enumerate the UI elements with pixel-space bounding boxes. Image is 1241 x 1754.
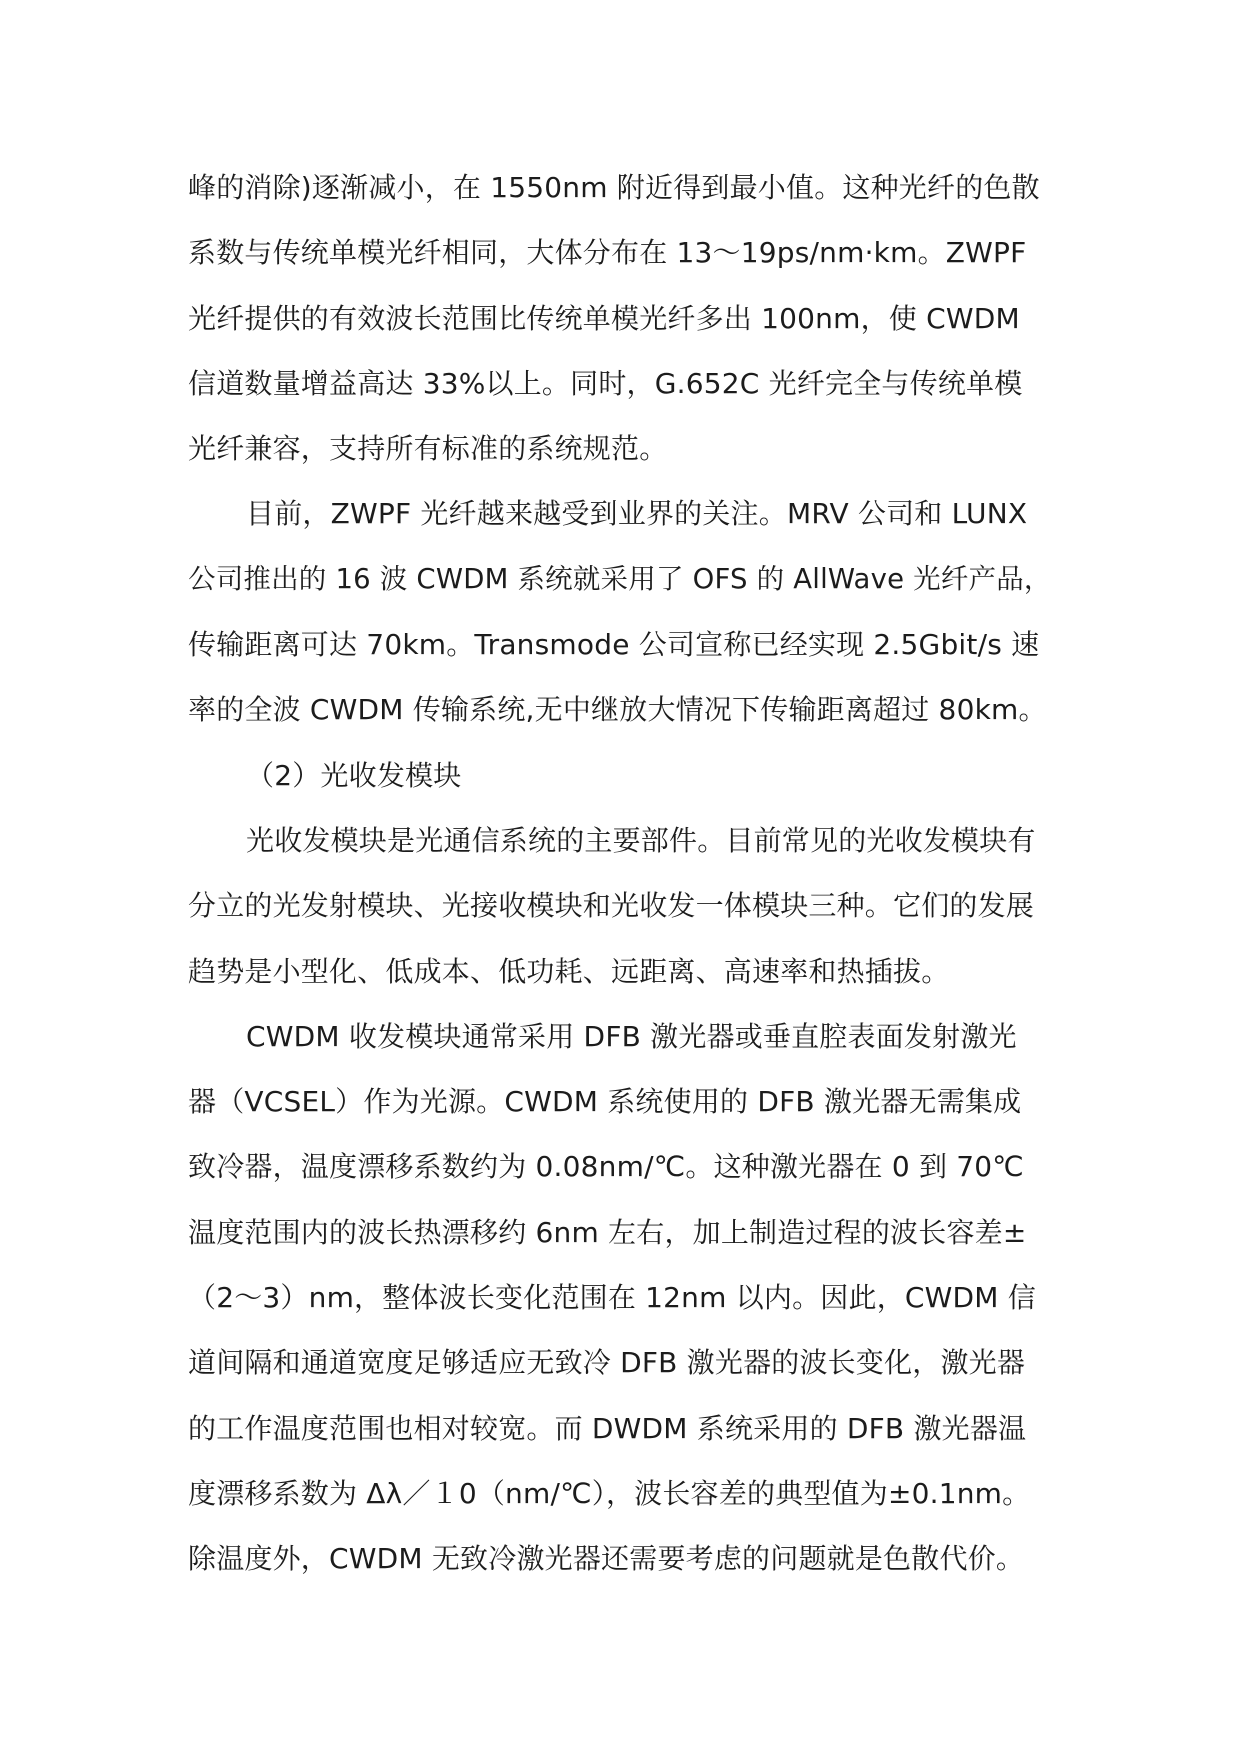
text-line: 除温度外，CWDM 无致冷激光器还需要考虑的问题就是色散代价。 [188,1542,1025,1576]
text-line: 度漂移系数为 Δλ／１0（nm/℃），波长容差的典型值为±0.1nm。 [188,1476,1031,1510]
text-line: 目前，ZWPF 光纤越来越受到业界的关注。MRV 公司和 LUNX [246,497,1028,531]
text-line: 的工作温度范围也相对较宽。而 DWDM 系统采用的 DFB 激光器温 [188,1411,1027,1445]
text-line: 率的全波 CWDM 传输系统,无中继放大情况下传输距离超过 80km。 [188,693,1047,727]
document-page [188,155,1058,1592]
text-line: 光纤提供的有效波长范围比传统单模光纤多出 100nm，使 CWDM [188,301,1020,335]
text-line: 传输距离可达 70km。Transmode 公司宣称已经实现 2.5Gbit/s 速 [188,628,1040,662]
text-line: 公司推出的 16 波 CWDM 系统就采用了 OFS 的 AllWave 光纤产品， [188,562,1052,595]
text-line: 道间隔和通道宽度足够适应无致冷 DFB 激光器的波长变化，激光器 [188,1346,1026,1380]
text-line: （2～3）nm，整体波长变化范围在 12nm 以内。因此，CWDM 信 [188,1281,1036,1315]
text-line: 分立的光发射模块、光接收模块和光收发一体模块三种。它们的发展 [188,889,1035,923]
text-line: CWDM 收发模块通常采用 DFB 激光器或垂直腔表面发射激光 [246,1019,1017,1053]
text-line: 信道数量增益高达 33%以上。同时，G.652C 光纤完全与传统单模 [188,366,1023,400]
text-line: 峰的消除)逐渐减小，在 1550nm 附近得到最小值。这种光纤的色散 [188,171,1040,204]
text-line: 光纤兼容，支持所有标准的系统规范。 [188,432,668,466]
text-line: 系数与传统单模光纤相同，大体分布在 13～19ps/nm·km。ZWPF [188,236,1027,270]
text-line: 光收发模块是光通信系统的主要部件。目前常见的光收发模块有 [246,823,1036,857]
text-line: 温度范围内的波长热漂移约 6nm 左右，加上制造过程的波长容差± [188,1215,1027,1249]
text-line: 趋势是小型化、低成本、低功耗、远距离、高速率和热插拔。 [188,954,950,988]
text-line: 器（VCSEL）作为光源。CWDM 系统使用的 DFB 激光器无需集成 [188,1085,1022,1119]
text-line: 致冷器，温度漂移系数约为 0.08nm/℃。这种激光器在 0 到 70℃ [188,1150,1024,1184]
section-heading: （2）光收发模块 [246,758,462,792]
